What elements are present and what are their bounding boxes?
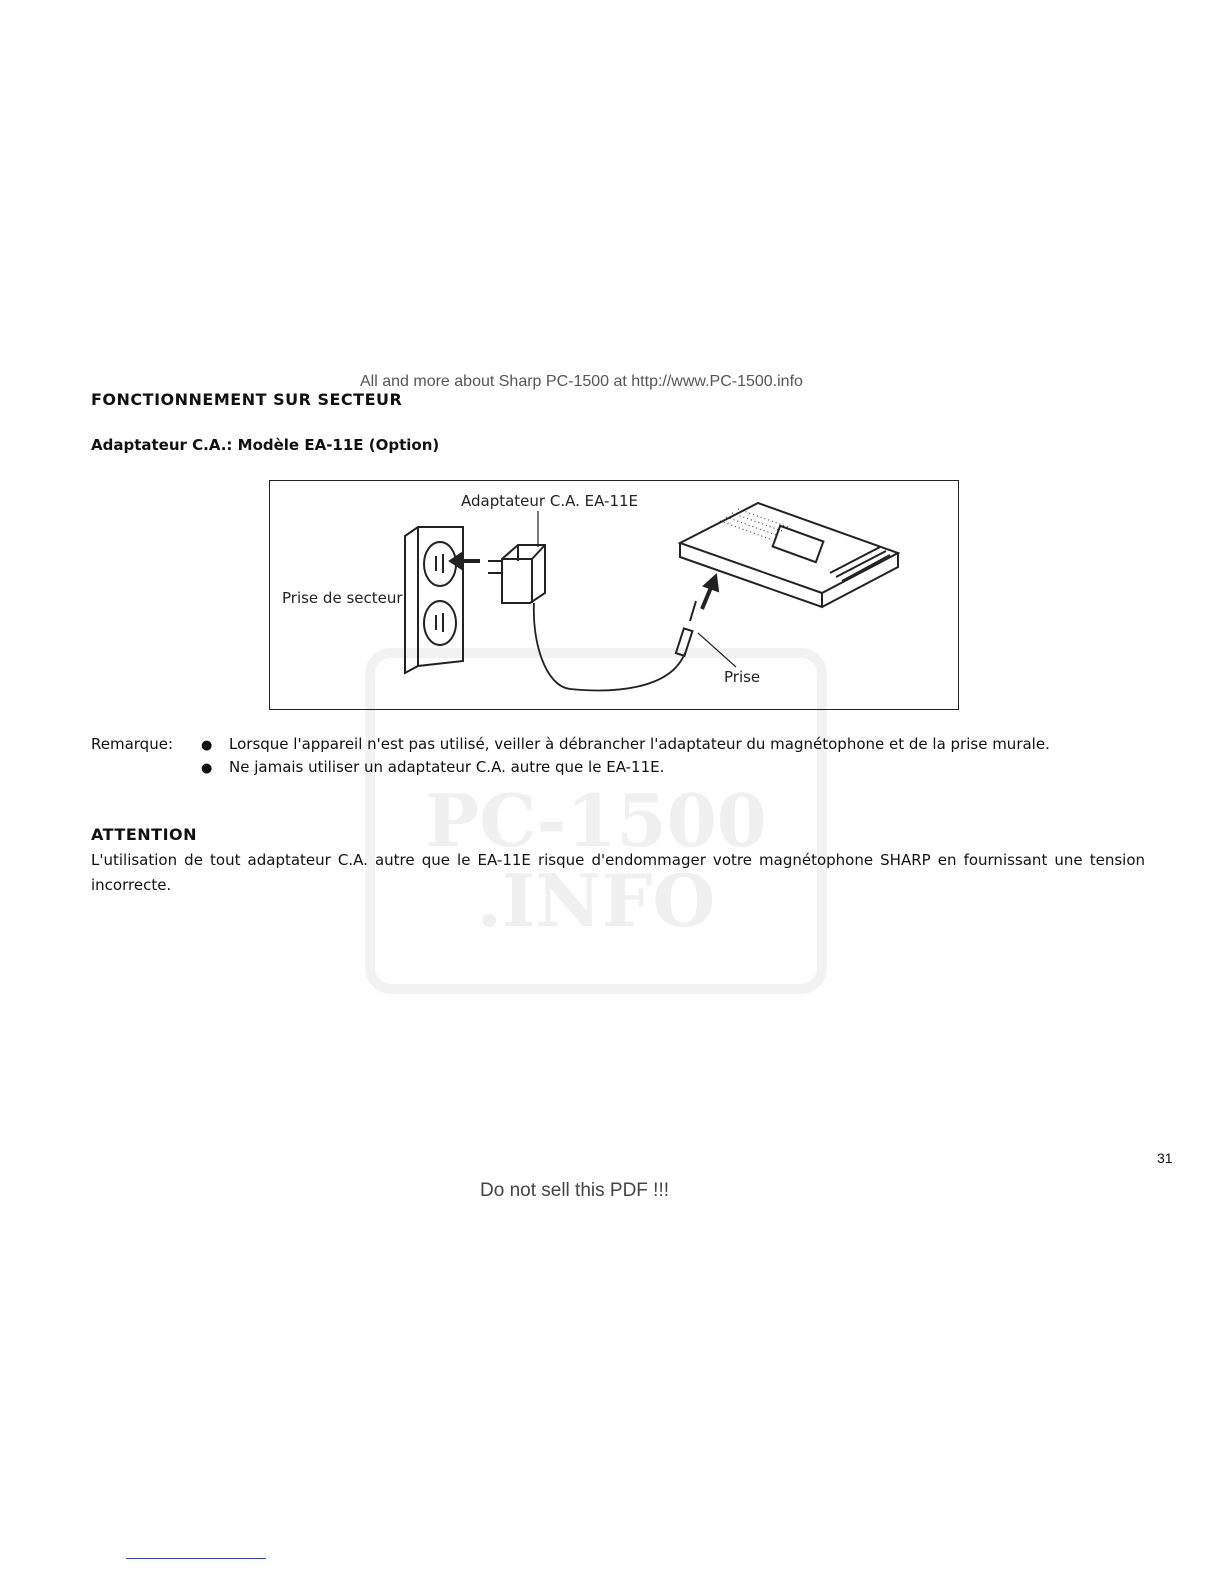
bullet-icon: ● — [201, 761, 213, 776]
bullet-icon: ● — [201, 738, 213, 753]
remark-item-text: Lorsque l'appareil n'est pas utilisé, veiller à débrancher l'adaptateur du magnétophone et de la prise murale. — [229, 735, 1050, 753]
footer-note: Do not sell this PDF !!! — [480, 1180, 670, 1201]
header-note: All and more about Sharp PC-1500 at http://www.PC-1500.info — [360, 373, 803, 390]
watermark-line-2: .INFO — [476, 858, 716, 943]
attention-text: L'utilisation de tout adaptateur C.A. autre que le EA-11E risque d'endommager votre magnétophone SHARP en fournissant une tension incorrecte. — [91, 851, 1145, 894]
adapter-cable — [534, 603, 685, 690]
remark-item — [201, 735, 1050, 753]
watermark-line-1: PC-1500 — [425, 778, 767, 863]
ac-adapter — [502, 545, 545, 603]
label-adapter: Adaptateur C.A. EA-11E — [461, 492, 639, 510]
remark-item-text: Ne jamais utiliser un adaptateur C.A. autre que le EA-11E. — [229, 758, 665, 776]
page-number: 31 — [1157, 1150, 1173, 1166]
remark-item — [201, 758, 664, 776]
wall-outlet — [405, 527, 463, 673]
attention-title: ATTENTION — [91, 825, 198, 844]
label-outlet: Prise de secteur — [282, 589, 403, 607]
label-jack: Prise — [724, 668, 761, 686]
adapter-illustration — [269, 480, 959, 710]
remark-label: Remarque: — [91, 735, 173, 753]
subtitle: Adaptateur C.A.: Modèle EA-11E (Option) — [91, 436, 440, 454]
section-title: FONCTIONNEMENT SUR SECTEUR — [91, 390, 403, 409]
footer-rule — [126, 1558, 266, 1559]
